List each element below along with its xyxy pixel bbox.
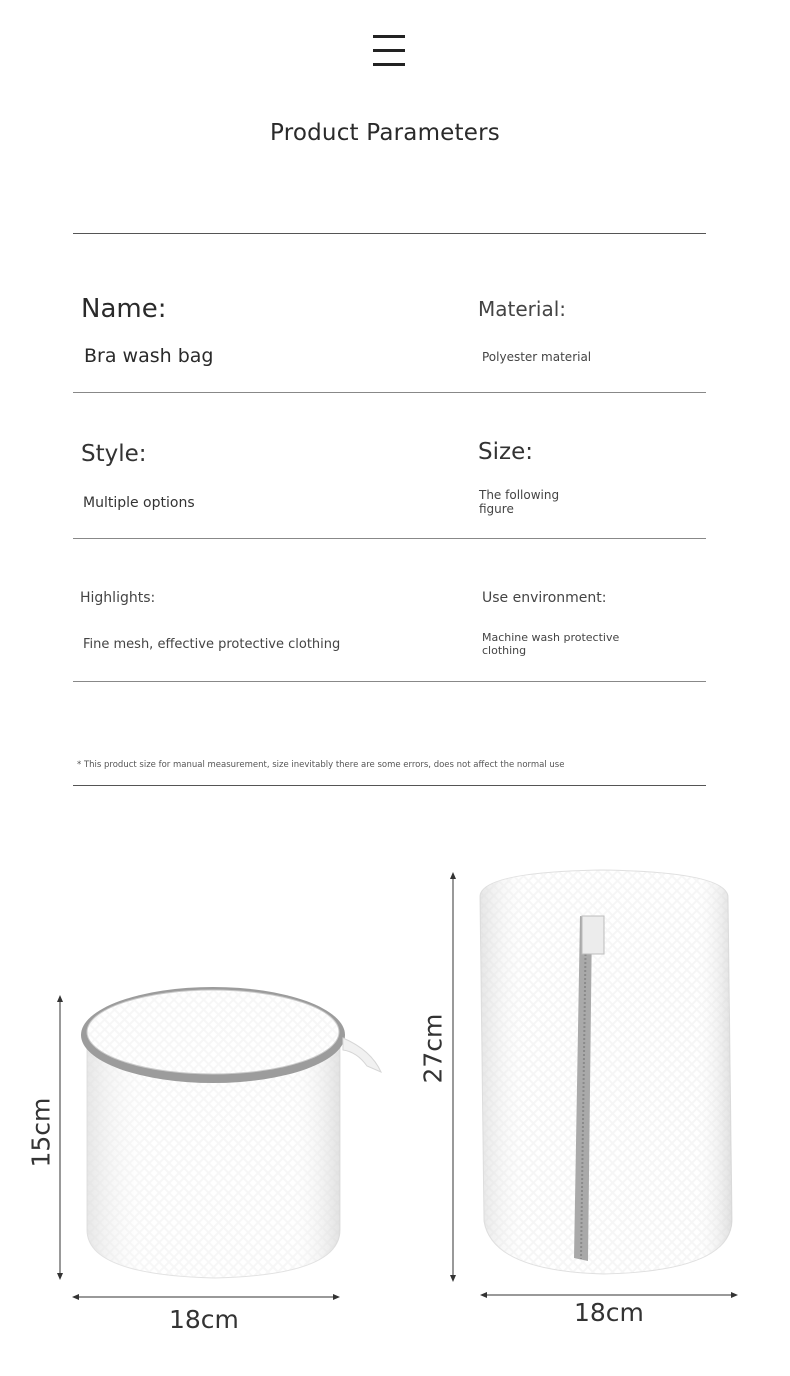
hamburger-menu-icon[interactable]: [373, 34, 405, 66]
divider-row-2: [73, 538, 706, 539]
highlights-value: Fine mesh, effective protective clothing: [83, 637, 341, 652]
use-environment-label: Use environment:: [482, 590, 607, 606]
highlights-label: Highlights:: [80, 590, 156, 606]
material-value: Polyester material: [482, 350, 592, 364]
small-bag-height-label: 15cm: [26, 1097, 56, 1168]
tall-wash-bag-image: [474, 866, 736, 1278]
size-label: Size:: [478, 439, 533, 465]
page-title: Product Parameters: [270, 120, 500, 146]
tall-bag-width-label: 18cm: [574, 1298, 644, 1327]
small-wash-bag-image: [75, 980, 385, 1285]
material-label: Material:: [478, 297, 566, 321]
divider-row-3: [73, 681, 706, 682]
small-bag-height-arrow: [54, 995, 66, 1280]
size-value-line-1: The following: [479, 488, 560, 502]
use-environment-value: [482, 631, 619, 657]
name-value: Bra wash bag: [84, 345, 214, 367]
style-label: Style:: [81, 441, 147, 467]
measurement-note: * This product size for manual measurement, size inevitably there are some errors, does not affect the normal use: [77, 760, 565, 770]
tall-bag-height-label: 27cm: [418, 1013, 448, 1084]
style-value: Multiple options: [83, 495, 195, 511]
size-value-line-2: figure: [479, 502, 514, 516]
small-bag-width-arrow: [72, 1291, 340, 1303]
size-value: [479, 488, 559, 516]
divider-bottom: [73, 785, 706, 786]
use-environment-value-line-1: Machine wash protective: [482, 631, 620, 644]
name-label: Name:: [81, 294, 167, 324]
small-bag-width-label: 18cm: [169, 1305, 239, 1334]
tall-bag-height-arrow: [447, 872, 459, 1282]
divider-top: [73, 233, 706, 234]
use-environment-value-line-2: clothing: [482, 644, 527, 657]
divider-row-1: [73, 392, 706, 393]
